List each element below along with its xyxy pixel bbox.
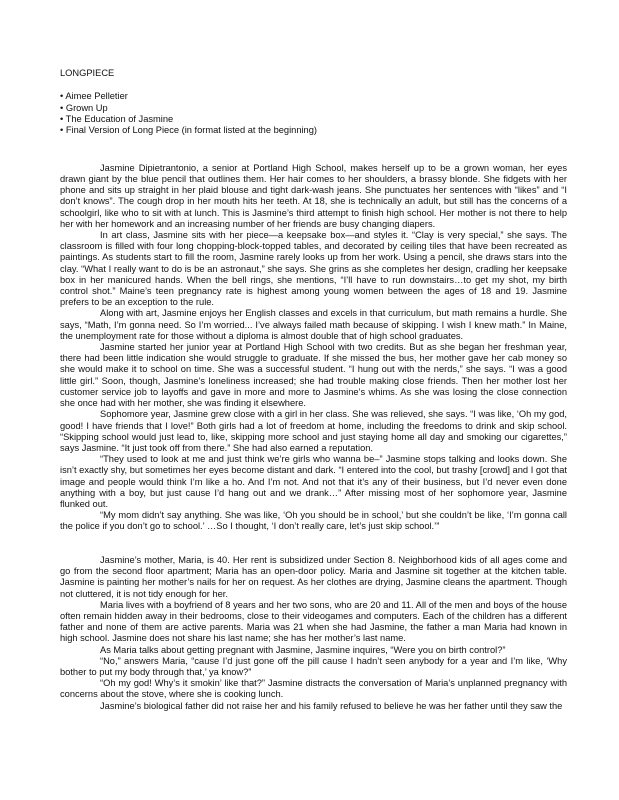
paragraph: In art class, Jasmine sits with her piece—a keepsake box—and styles it. “Clay is very special,” she says. The classroom is filled with four long chopping-block-topped tables, and decorated by ceiling tiles that have been recreated as paintings. As students start to fill the room, Jasmine rarely looks up from her work. Using a pencil, she draws stars into the clay. “What I really want to do is be an astronaut,” she says. She grins as she completes her design, cradling her keepsake box in her manicured hands. When the bell rings, she mentions, “I’ll have to run downstairs…to get my shot, my birth control shot.” Maine’s teen pregnancy rate is highest among young women between the ages of 18 and 19. Jasmine prefers to be an exception to the rule.: [60, 230, 567, 308]
bullet-item: • Final Version of Long Piece (in format listed at the beginning): [60, 125, 317, 136]
paragraph: Jasmine’s biological father did not raise her and his family refused to believe he was her father until they saw the: [100, 700, 563, 711]
bullet-item: • Grown Up: [60, 102, 108, 113]
bullet-item: • The Education of Jasmine: [60, 114, 174, 125]
paragraph: Jasmine’s mother, Maria, is 40. Her rent is subsidized under Section 8. Neighborhood kids of all ages come and go from the second floor apartment; Maria has an open-door policy. Maria and Jasmine sit together at the kitchen table. Jasmine is painting her mother’s nails for her on request. As her clothes are drying, Jasmine cleans the apartment. Though not cluttered, it is not tidy enough for her.: [60, 554, 567, 599]
document-title: LONGPIECE: [60, 68, 115, 78]
paragraph: Sophomore year, Jasmine grew close with a girl in her class. She was relieved, she says. “I was like, ‘Oh my god, good! I have friends that I love!” Both girls had a lot of freedom at home, including the freedoms to drink and skip school. “Skipping school would just lead to, like, skipping more school and just staying home all day and smoking our cigarettes,” says Jasmine. “It just took off from there.” She had also earned a reputation.: [60, 409, 567, 453]
paragraph: “No,” answers Maria, “cause I’d just gone off the pill cause I hadn’t seen anybody for a year and I’m like, ‘Why bother to put my body through that,’ ya know?”: [60, 655, 567, 677]
paragraph: Jasmine Dipietrantonio, a senior at Portland High School, makes herself up to be a grown woman, her eyes drawn giant by the blue pencil that outlines them. Her hair comes to her shoulders, a brassy blonde. She fidgets with her phone and sits up straight in her plaid blouse and tight dark-wash jeans. She punctuates her sentences with “likes” and “I don’t knows”. The cough drop in her mouth hits her teeth. At 18, she is technically an adult, but still has the concerns of a schoolgirl, like who to sit with at lunch. This is Jasmine’s third attempt to finish high school. Her mother is not there to help her with her homework and an increasing number of her friends are busy changing diapers.: [60, 162, 567, 229]
paragraph: Along with art, Jasmine enjoys her English classes and excels in that curriculum, but math remains a hurdle. She says, “Math, I’m gonna need. So I’m worried... I’ve always failed math because of skipping. I wish I knew math.” In Maine, the unemployment rate for those without a diploma is almost double that of high school graduates.: [60, 308, 567, 341]
paragraph: “My mom didn’t say anything. She was like, ‘Oh you should be in school,’ but she couldn’t be like, ‘I’m gonna call the police if you don’t go to school.’ …So I thought, ‘I don’t really care, let’s just skip school.’”: [60, 510, 567, 532]
section-gap: [60, 533, 567, 544]
paragraph: Maria lives with a boyfriend of 8 years and her two sons, who are 20 and 11. All of the men and boys of the house often remain hidden away in their bedrooms, close to their videogames and computers. Each of the children has a different father and none of them are active parents. Maria was 21 when she had Jasmine, the father a man Maria had known in high school. Jasmine does not share his last name; she has her mother’s last name.: [60, 599, 567, 644]
document-page: [60, 68, 567, 712]
paragraph: As Maria talks about getting pregnant with Jasmine, Jasmine inquires, “Were you on birth control?”: [100, 644, 506, 655]
document-body: [60, 163, 567, 712]
paragraph: “Oh my god! Why’s it smokin’ like that?” Jasmine distracts the conversation of Maria’s unplanned pregnancy with concerns about the stove, where she is cooking lunch.: [60, 678, 567, 700]
paragraph: Jasmine started her junior year at Portland High School with two credits. But as she began her freshman year, there had been little indication she would struggle to graduate. If she missed the bus, her mother gave her cab money so she would make it to school on time. She was a successful student. “I hung out with the nerds,” she says. “I was a good little girl.” Soon, though, Jasmine’s loneliness increased; she had trouble making close friends. Then her mother lost her customer service job to layoffs and gave in more and more to Jasmine’s whims. As she was losing the close connection she once had with her mother, she was finding it elsewhere.: [60, 342, 567, 409]
bullet-item: • Aimee Pelletier: [60, 91, 128, 102]
paragraph: “They used to look at me and just think we’re girls who wanna be–” Jasmine stops talking and looks down. She isn’t exactly shy, but sometimes her eyes become distant and dark. “I entered into the cool, but trashy [crowd] and I got that image and people would think I’m like a ho. And I’m not. And not that it’s any of their business, but I’d never even done anything with a boy, but just cause I’d hang out and we drank…” After missing most of her sophomore year, Jasmine flunked out.: [60, 454, 567, 509]
bullet-list: [60, 91, 567, 137]
section-gap: [60, 544, 567, 555]
